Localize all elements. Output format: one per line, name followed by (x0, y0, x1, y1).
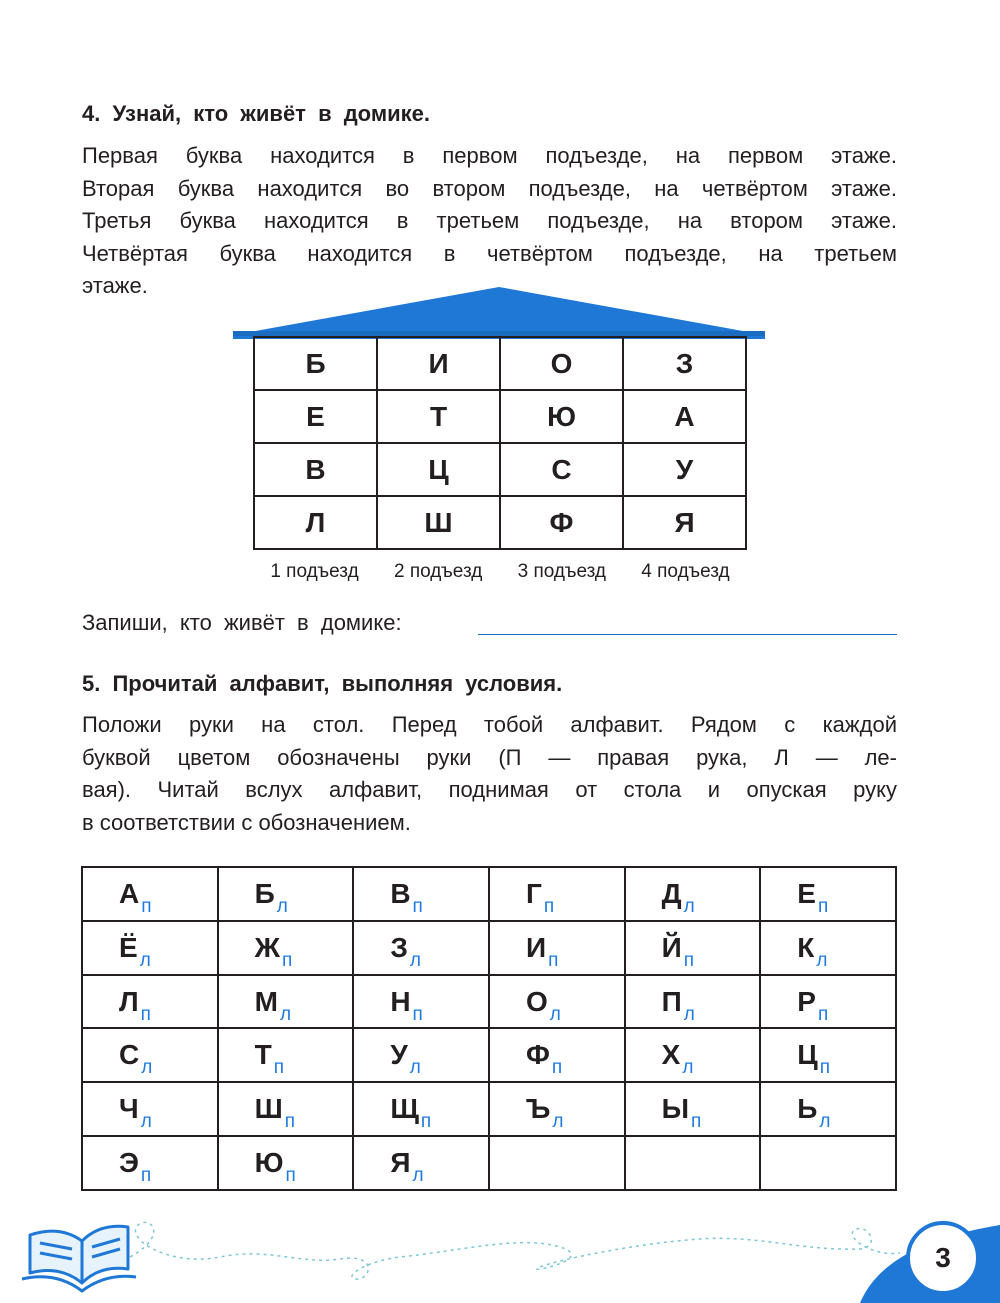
alphabet-letter: С (119, 1039, 140, 1071)
alphabet-cell (218, 1028, 354, 1082)
hand-marker: л (276, 895, 288, 917)
alphabet-cell (489, 867, 625, 921)
hand-marker: л (140, 1111, 152, 1133)
alphabet-cell (82, 975, 218, 1029)
task4-line-1: Первая буква находится в первом подъезде, на первом этаже. (82, 143, 897, 168)
hand-marker: л (816, 949, 828, 971)
hand-marker: п (284, 1111, 296, 1133)
alphabet-cell (489, 1136, 625, 1190)
task4-title: 4. Узнай, кто живёт в домике. (82, 101, 430, 126)
hand-marker: л (683, 1003, 695, 1025)
hand-marker: п (543, 895, 555, 917)
alphabet-cell (353, 1082, 489, 1136)
alphabet-cell (625, 921, 761, 975)
hand-marker: л (409, 1057, 421, 1079)
hand-marker: п (141, 895, 152, 917)
hand-marker: п (412, 895, 423, 917)
alphabet-letter: А (119, 877, 140, 909)
open-book-icon (22, 1226, 136, 1291)
alphabet-letter: Я (390, 1147, 411, 1179)
alphabet-cell (489, 1028, 625, 1082)
task5-line-1: Положи руки на стол. Перед тобой алфавит. Рядом с каждой (82, 712, 897, 737)
alphabet-letter: Н (390, 985, 411, 1017)
alphabet-letter: Ч (119, 1093, 139, 1125)
hand-marker: л (682, 1057, 694, 1079)
house-cell: С (500, 443, 623, 496)
hand-marker: п (691, 1111, 702, 1133)
alphabet-cell (760, 1028, 896, 1082)
hand-marker: л (412, 1165, 424, 1187)
alphabet-cell (625, 1028, 761, 1082)
hand-marker: л (552, 1111, 564, 1133)
hand-marker: л (279, 1003, 292, 1025)
alphabet-cell (625, 867, 761, 921)
alphabet-letter: Ж (254, 931, 280, 963)
hand-marker: п (817, 895, 829, 917)
answer-line[interactable] (478, 634, 897, 635)
alphabet-row (82, 975, 896, 1029)
house-cell: В (254, 443, 377, 496)
house-cell: Л (254, 496, 377, 549)
task5-line-2: буквой цветом обозначены руки (П — правая рука, Л — ле- (82, 744, 897, 770)
alphabet-letter: Т (254, 1039, 272, 1071)
alphabet-table (81, 866, 897, 1191)
alphabet-letter: Д (661, 877, 682, 909)
alphabet-cell (82, 1136, 218, 1190)
alphabet-letter: Щ (390, 1093, 419, 1125)
task4-line-4: Четвёртая буква находится в четвёртом подъезде, на третьем (82, 240, 897, 266)
alphabet-cell (625, 975, 761, 1029)
alphabet-letter: З (390, 931, 408, 963)
alphabet-letter: М (254, 985, 278, 1017)
alphabet-cell (489, 975, 625, 1029)
hand-marker: л (549, 1003, 561, 1025)
alphabet-letter: У (390, 1039, 408, 1071)
alphabet-letter: Й (661, 931, 682, 963)
alphabet-cell (82, 867, 218, 921)
house-row (254, 443, 746, 496)
alphabet-cell (760, 1082, 896, 1136)
alphabet-cell (218, 921, 354, 975)
alphabet-row (82, 921, 896, 975)
alphabet-letter: Р (797, 985, 816, 1017)
alphabet-cell (218, 1136, 354, 1190)
write-prompt: Запиши, кто живёт в домике: (82, 610, 402, 635)
task4-instructions (82, 140, 897, 303)
house-cell: З (623, 337, 746, 390)
hand-marker: п (285, 1165, 296, 1187)
alphabet-letter: Л (119, 985, 139, 1017)
hand-marker: л (683, 895, 695, 917)
alphabet-cell (353, 867, 489, 921)
entrance-labels (253, 561, 747, 583)
alphabet-cell (353, 1028, 489, 1082)
alphabet-letter: Е (797, 877, 816, 909)
alphabet-cell (489, 921, 625, 975)
alphabet-letter: Х (661, 1039, 681, 1071)
hand-marker: п (819, 1057, 831, 1079)
house-cell: Б (254, 337, 377, 390)
house-cell: Ш (377, 496, 500, 549)
hand-marker: л (139, 949, 151, 971)
alphabet-letter: Г (525, 877, 542, 909)
house-cell: У (623, 443, 746, 496)
hand-marker: п (140, 1003, 151, 1025)
entrance-label-4: 4 подъезд (641, 561, 730, 582)
task5-line-4: в соответствии с обозначением. (82, 809, 411, 835)
task4-line-2: Вторая буква находится во втором подъезде, на четвёртом этаже. (82, 175, 897, 201)
house-cell: Я (623, 496, 746, 549)
hand-marker: п (140, 1165, 152, 1187)
house-cell: О (500, 337, 623, 390)
alphabet-cell (353, 921, 489, 975)
hand-marker: п (281, 949, 293, 971)
alphabet-letter: Ъ (525, 1093, 551, 1125)
house-cell: Е (254, 390, 377, 443)
page-number: 3 (906, 1221, 980, 1295)
hand-marker: п (548, 949, 559, 971)
alphabet-row (82, 1136, 896, 1190)
house-row (254, 496, 746, 549)
alphabet-cell (218, 867, 354, 921)
alphabet-row (82, 867, 896, 921)
alphabet-letter: Ц (797, 1039, 818, 1071)
house-cell: А (623, 390, 746, 443)
alphabet-cell (82, 1082, 218, 1136)
alphabet-letter: Ё (119, 931, 138, 963)
task5-line-3: вая). Читай вслух алфавит, поднимая от стола и опуская руку (82, 777, 897, 802)
entrance-label-3: 3 подъезд (517, 561, 606, 582)
house-row (254, 337, 746, 390)
alphabet-cell (353, 975, 489, 1029)
alphabet-cell (218, 1082, 354, 1136)
task5-title: 5. Прочитай алфавит, выполняя условия. (82, 671, 563, 696)
house-cell: Ф (500, 496, 623, 549)
alphabet-cell (218, 975, 354, 1029)
alphabet-cell (353, 1136, 489, 1190)
alphabet-letter: Ф (525, 1039, 550, 1071)
alphabet-letter: Э (119, 1147, 139, 1179)
task4-line-5: этаже. (82, 273, 148, 298)
alphabet-cell (82, 1028, 218, 1082)
alphabet-row (82, 1028, 896, 1082)
hand-marker: п (817, 1003, 829, 1025)
house-cell: И (377, 337, 500, 390)
alphabet-cell (625, 1082, 761, 1136)
task4-line-3: Третья буква находится в третьем подъезде, на втором этаже. (82, 208, 897, 233)
house-row (254, 390, 746, 443)
hand-marker: л (409, 949, 421, 971)
alphabet-letter: Ш (254, 1093, 283, 1125)
alphabet-cell (625, 1136, 761, 1190)
alphabet-letter: В (390, 877, 411, 909)
hand-marker: п (273, 1057, 285, 1079)
house-roof (233, 287, 765, 339)
alphabet-letter: Ь (797, 1093, 818, 1125)
task5-instructions (82, 709, 897, 839)
alphabet-letter: П (661, 985, 682, 1017)
hand-marker: л (819, 1111, 831, 1133)
alphabet-letter: Ю (254, 1147, 284, 1179)
alphabet-cell (760, 867, 896, 921)
alphabet-letter: О (525, 985, 548, 1017)
hand-marker: л (141, 1057, 153, 1079)
alphabet-letter: К (797, 931, 815, 963)
hand-marker: п (412, 1003, 423, 1025)
alphabet-cell (760, 975, 896, 1029)
hand-marker: п (420, 1111, 432, 1133)
alphabet-cell (82, 921, 218, 975)
alphabet-row (82, 1082, 896, 1136)
footer-decoration (0, 1195, 1000, 1303)
alphabet-letter: И (525, 931, 547, 963)
house-cell: Ю (500, 390, 623, 443)
hand-marker: п (551, 1057, 563, 1079)
alphabet-letter: Б (254, 877, 275, 909)
hand-marker: п (683, 949, 695, 971)
alphabet-cell (489, 1082, 625, 1136)
house-grid (253, 336, 747, 550)
entrance-label-1: 1 подъезд (270, 561, 359, 582)
alphabet-letter: Ы (661, 1093, 690, 1125)
entrance-label-2: 2 подъезд (393, 561, 483, 582)
house-cell: Ц (377, 443, 500, 496)
alphabet-cell (760, 921, 896, 975)
house-cell: Т (377, 390, 500, 443)
alphabet-cell (760, 1136, 896, 1190)
